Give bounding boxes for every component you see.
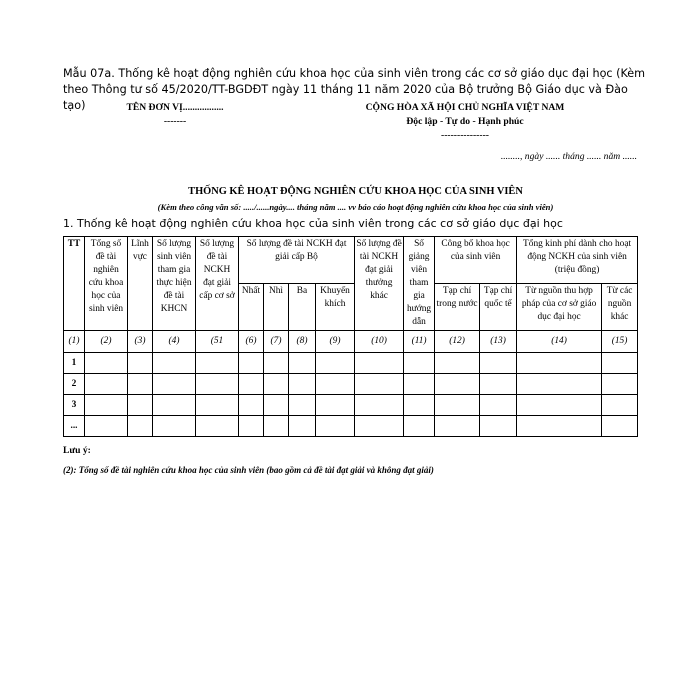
table-cell[interactable] <box>196 395 239 416</box>
header-funding: Tổng kinh phí dành cho hoạt động NCKH của sinh viên (triệu đồng) <box>517 237 638 284</box>
table-cell[interactable] <box>128 374 153 395</box>
table-cell[interactable] <box>316 395 355 416</box>
table-cell[interactable] <box>517 353 602 374</box>
table-cell[interactable] <box>153 353 196 374</box>
table-cell[interactable] <box>355 353 404 374</box>
table-cell[interactable] <box>264 416 289 437</box>
table-cell[interactable] <box>316 416 355 437</box>
table-cell[interactable] <box>264 374 289 395</box>
column-number: (51 <box>196 331 239 353</box>
column-number: (9) <box>316 331 355 353</box>
statistics-table <box>63 236 638 437</box>
table-cell[interactable] <box>602 416 638 437</box>
table-cell[interactable] <box>480 416 517 437</box>
header-first-prize: Nhất <box>239 284 264 331</box>
table-cell[interactable] <box>196 353 239 374</box>
table-cell[interactable] <box>602 374 638 395</box>
header-tt: TT <box>64 237 85 331</box>
column-number: (8) <box>289 331 316 353</box>
table-cell[interactable] <box>602 395 638 416</box>
table-cell[interactable] <box>435 353 480 374</box>
table-cell[interactable] <box>153 374 196 395</box>
column-number: (14) <box>517 331 602 353</box>
section-title: 1. Thống kê hoạt động nghiên cứu khoa học của sinh viên trong các cơ sở giáo dục đại học <box>63 217 563 230</box>
header-international-journal: Tạp chí quốc tế <box>480 284 517 331</box>
header-school-awards: Số lượng đề tài NCKH đạt giải cấp cơ sở <box>196 237 239 331</box>
row-number: 1 <box>64 353 85 374</box>
table-cell[interactable] <box>289 374 316 395</box>
table-cell[interactable] <box>128 353 153 374</box>
table-cell[interactable] <box>128 395 153 416</box>
document-title: THỐNG KÊ HOẠT ĐỘNG NGHIÊN CỨU KHOA HỌC CỦA SINH VIÊN <box>188 186 523 197</box>
organization-divider: ------- <box>163 116 187 127</box>
table-cell[interactable] <box>153 395 196 416</box>
table-cell[interactable] <box>196 416 239 437</box>
table-row <box>64 374 638 395</box>
table-cell[interactable] <box>196 374 239 395</box>
column-number: (13) <box>480 331 517 353</box>
header-second-prize: Nhì <box>264 284 289 331</box>
row-number: 2 <box>64 374 85 395</box>
column-number: (1) <box>64 331 85 353</box>
table-cell[interactable] <box>85 416 128 437</box>
table-cell[interactable] <box>435 416 480 437</box>
organization-block <box>100 101 250 129</box>
notes-label: Lưu ý: <box>63 445 91 456</box>
header-lecturers: Số giảng viên tham gia hướng dẫn <box>404 237 435 331</box>
table-cell[interactable] <box>239 416 264 437</box>
table-cell[interactable] <box>289 353 316 374</box>
table-cell[interactable] <box>316 353 355 374</box>
header-encouragement-prize: Khuyến khích <box>316 284 355 331</box>
table-cell[interactable] <box>404 374 435 395</box>
table-cell[interactable] <box>128 416 153 437</box>
column-number: (3) <box>128 331 153 353</box>
column-number: (11) <box>404 331 435 353</box>
table-cell[interactable] <box>264 395 289 416</box>
table-cell[interactable] <box>355 416 404 437</box>
header-total-topics: Tổng số đề tài nghiên cứu khoa học của sinh viên <box>85 237 128 331</box>
table-cell[interactable] <box>355 395 404 416</box>
header-field: Lĩnh vực <box>128 237 153 331</box>
table-cell[interactable] <box>85 353 128 374</box>
table-cell[interactable] <box>404 353 435 374</box>
document-subtitle: (Kèm theo công văn số: ...../......ngày.... tháng năm .... vv báo cáo hoạt động nghiên cứu khoa học của sinh viên) <box>157 202 554 212</box>
table-cell[interactable] <box>316 374 355 395</box>
table-cell[interactable] <box>517 416 602 437</box>
header-third-prize: Ba <box>289 284 316 331</box>
table-cell[interactable] <box>404 395 435 416</box>
motto-divider: --------------- <box>441 130 489 141</box>
header-publications: Công bố khoa học của sinh viên <box>435 237 517 284</box>
header-ministry-awards: Số lượng đề tài NCKH đạt giải cấp Bộ <box>239 237 355 284</box>
column-number: (6) <box>239 331 264 353</box>
column-number-row <box>64 331 638 353</box>
table-cell[interactable] <box>289 395 316 416</box>
national-motto: Độc lập - Tự do - Hạnh phúc <box>406 116 524 127</box>
table-row <box>64 353 638 374</box>
header-legal-funding: Từ nguồn thu hợp pháp của cơ sở giáo dục đại học <box>517 284 602 331</box>
column-number: (4) <box>153 331 196 353</box>
table-cell[interactable] <box>239 374 264 395</box>
column-number: (10) <box>355 331 404 353</box>
table-cell[interactable] <box>355 374 404 395</box>
column-number: (12) <box>435 331 480 353</box>
table-cell[interactable] <box>153 416 196 437</box>
header-other-funding: Từ các nguồn khác <box>602 284 638 331</box>
column-number: (7) <box>264 331 289 353</box>
header-domestic-journal: Tạp chí trong nước <box>435 284 480 331</box>
table-cell[interactable] <box>517 395 602 416</box>
national-header <box>315 101 615 143</box>
table-cell[interactable] <box>239 395 264 416</box>
table-cell[interactable] <box>85 395 128 416</box>
table-cell[interactable] <box>239 353 264 374</box>
note-column-2: (2): Tổng số đề tài nghiên cứu khoa học của sinh viên (bao gồm cả đề tài đạt giải và không đạt giải) <box>63 465 434 475</box>
organization-name: TÊN ĐƠN VỊ................. <box>126 102 224 113</box>
form-intro: Mẫu 07a. Thống kê hoạt động nghiên cứu khoa học của sinh viên trong các cơ sở giáo dục đại học (Kèm theo Thông tư số 45/2020/TT-BGDĐT ngày 11 tháng 11 năm 2020 của Bộ trưởng Bộ Giáo dục và Đào tạo) <box>63 67 646 112</box>
row-number: 3 <box>64 395 85 416</box>
table-cell[interactable] <box>289 416 316 437</box>
date-line: ........, ngày ...... tháng ...... năm ...... <box>500 151 637 162</box>
table-cell[interactable] <box>404 416 435 437</box>
header-other-awards: Số lượng đề tài NCKH đạt giải thưởng khác <box>355 237 404 331</box>
table-cell[interactable] <box>480 374 517 395</box>
nation-name: CỘNG HÒA XÃ HỘI CHỦ NGHĨA VIỆT NAM <box>365 102 565 113</box>
table-cell[interactable] <box>480 395 517 416</box>
table-cell[interactable] <box>435 395 480 416</box>
header-students: Số lượng sinh viên tham gia thực hiện đề tài KHCN <box>153 237 196 331</box>
column-number: (2) <box>85 331 128 353</box>
table-cell[interactable] <box>480 353 517 374</box>
table-cell[interactable] <box>435 374 480 395</box>
table-cell[interactable] <box>264 353 289 374</box>
column-number: (15) <box>602 331 638 353</box>
table-cell[interactable] <box>602 353 638 374</box>
table-row <box>64 395 638 416</box>
table-cell[interactable] <box>85 374 128 395</box>
row-number: ... <box>64 416 85 437</box>
table-row <box>64 416 638 437</box>
table-cell[interactable] <box>517 374 602 395</box>
